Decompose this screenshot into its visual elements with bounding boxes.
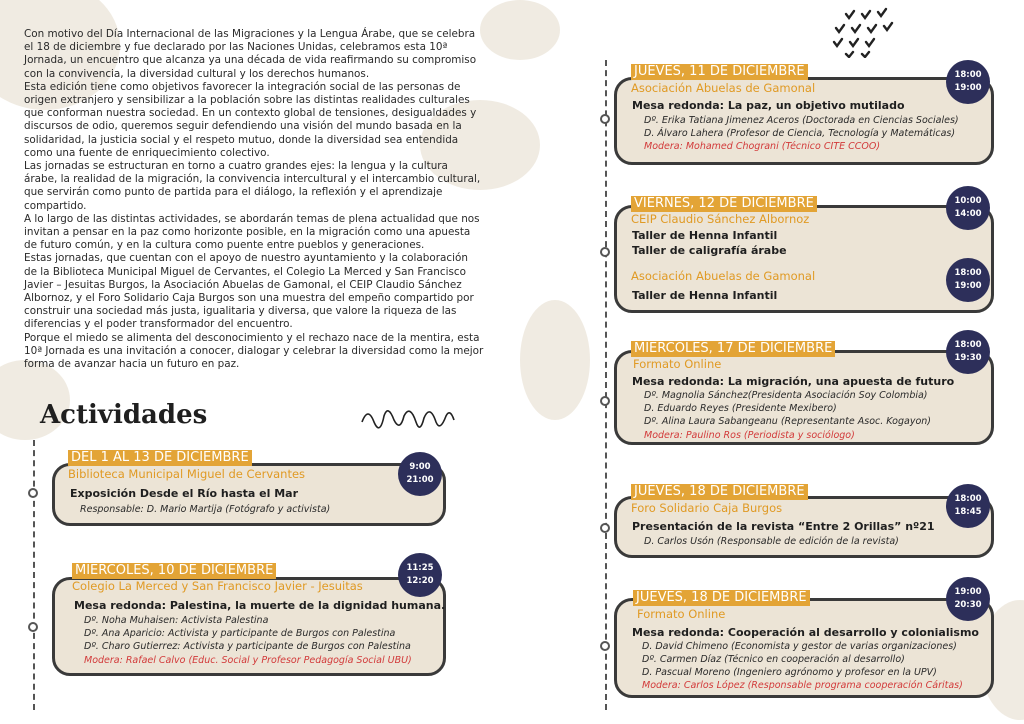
event-person: Dº. Charo Gutierrez: Activista y participante de Burgos con Palestina xyxy=(84,641,411,652)
start-time: 18:00 xyxy=(954,494,982,504)
end-time: 12:20 xyxy=(406,576,434,586)
event-title: Exposición Desde el Río hasta el Mar xyxy=(70,487,299,500)
event-title: Mesa redonda: La paz, un objetivo mutilado xyxy=(632,99,905,112)
time-badge xyxy=(398,553,442,597)
event-title: Taller de Henna Infantil xyxy=(632,289,778,302)
scribble-decoration xyxy=(360,402,456,436)
event-venue: Formato Online xyxy=(633,357,722,371)
event-date: DEL 1 AL 13 DE DICIEMBRE xyxy=(68,450,252,466)
timeline-dot xyxy=(28,622,38,632)
intro-paragraph: Esta edición tiene como objetivos favorecer la integración social de las personas de origen extranjero y sensibilizar a la población sobre las distintas realidades culturales que conforman nuestra sociedad. En un contexto global de tensiones, desigualdades y discursos de odio, queremos seguir defendiendo una visión del mundo basada en la solidaridad, la justicia social y el respeto mutuo, donde la diversidad sea entendida como una fuente de enriquecimiento colectivo. xyxy=(24,80,477,159)
event-title: Mesa redonda: La migración, una apuesta de futuro xyxy=(632,375,955,388)
event-moderator: Modera: Rafael Calvo (Educ. Social y Profesor Pedagogía Social UBU) xyxy=(84,655,412,666)
start-time: 19:00 xyxy=(954,587,982,597)
intro-paragraph: A lo largo de las distintas actividades, se abordarán temas de plena actualidad que nos invitan a pensar en la paz como horizonte posible, en la migración como una apuesta de futuro común, y en la cultura como puente entre pueblos y generaciones. xyxy=(24,212,480,252)
time-badge xyxy=(946,60,990,104)
event-title: Taller de caligrafía árabe xyxy=(632,244,787,257)
time-badge xyxy=(946,484,990,528)
event-person: D. Pascual Moreno (Ingeniero agrónomo y profesor en la UPV) xyxy=(642,667,937,678)
time-badge xyxy=(946,258,990,302)
event-person: Responsable: D. Mario Martija (Fotógrafo y activista) xyxy=(80,504,331,515)
intro-paragraph: Con motivo del Día Internacional de las Migraciones y la Lengua Árabe, que se celebra el 18 de diciembre y fue declarado por las Naciones Unidas, celebramos esta 10ª Jornada, un encuentro que alcanza ya una década de vida reafirmando su compromiso con la convivencia, la diversidad cultural y los derechos humanos. xyxy=(24,28,477,80)
event-date: MIERCOLES, 17 DE DICIEMBRE xyxy=(631,341,835,357)
event-person: Dº. Magnolia Sánchez(Presidenta Asociación Soy Colombia) xyxy=(644,390,928,401)
event-person: Dº. Noha Muhaisen: Activista Palestina xyxy=(84,615,269,626)
timeline-dot xyxy=(600,641,610,651)
event-venue: CEIP Claudio Sánchez Albornoz xyxy=(631,212,810,226)
event-title: Taller de Henna Infantil xyxy=(632,229,778,242)
end-time: 21:00 xyxy=(406,475,434,485)
event-venue: Foro Solidario Caja Burgos xyxy=(631,501,783,515)
event-moderator: Modera: Paulino Ros (Periodista y sociólogo) xyxy=(644,430,855,441)
end-time: 20:30 xyxy=(954,600,982,610)
intro-text xyxy=(24,28,484,371)
intro-paragraph: Estas jornadas, que cuentan con el apoyo de nuestro ayuntamiento y la colaboración de la Biblioteca Municipal Miguel de Cervantes, el Colegio La Merced y San Francisco Javier – Jesuitas Burgos, la Asociación Abuelas de Gamonal, el CEIP Claudio Sánchez Albornoz, y el Foro Solidario Caja Burgos son una muestra del empeño compartido por construir una sociedad más justa, igualitaria y diversa, que valore la riqueza de las diferencias y el poder transformador del encuentro. xyxy=(24,252,474,331)
event-person: D. Álvaro Lahera (Profesor de Ciencia, Tecnología y Matemáticas) xyxy=(644,128,956,139)
intro-paragraph: Las jornadas se estructuran en torno a cuatro grandes ejes: la lengua y la cultura árabe, la realidad de la migración, la convivencia intercultural y el intercambio cultural, que servirán como punto de partida para el diálogo, la reflexión y el aprendizaje compartido. xyxy=(24,160,481,212)
event-venue: Biblioteca Municipal Miguel de Cervantes xyxy=(68,467,306,481)
end-time: 14:00 xyxy=(954,209,982,219)
intro-paragraph: Porque el miedo se alimenta del desconocimiento y el rechazo nace de la mentira, esta 10ª Jornada es una invitación a conocer, dialogar y celebrar la diversidad como la mejor forma de avanzar hacia un futuro en paz. xyxy=(24,331,484,371)
event-venue: Asociación Abuelas de Gamonal xyxy=(631,269,816,283)
end-time: 19:00 xyxy=(954,281,982,291)
event-date: MIERCOLES, 10 DE DICIEMBRE xyxy=(72,563,276,579)
timeline-right xyxy=(605,60,607,710)
event-person: Dº. Carmen Díaz (Técnico en cooperación al desarrollo) xyxy=(642,654,905,665)
time-badge xyxy=(946,577,990,621)
timeline-left xyxy=(33,440,35,710)
time-badge xyxy=(398,452,442,496)
start-time: 18:00 xyxy=(954,340,982,350)
event-date: JUEVES, 11 DE DICIEMBRE xyxy=(631,64,808,80)
event-venue: Asociación Abuelas de Gamonal xyxy=(631,81,816,95)
event-person: Dº. Ana Aparicio: Activista y participante de Burgos con Palestina xyxy=(84,628,396,639)
checkmark-decoration xyxy=(826,6,896,58)
event-title: Mesa redonda: Cooperación al desarrollo y colonialismo xyxy=(632,626,979,639)
start-time: 9:00 xyxy=(409,462,431,472)
event-person: D. David Chimeno (Economista y gestor de varias organizaciones) xyxy=(642,641,957,652)
end-time: 19:00 xyxy=(954,83,982,93)
time-badge xyxy=(946,186,990,230)
event-date: JUEVES, 18 DE DICIEMBRE xyxy=(633,590,810,606)
timeline-dot xyxy=(600,247,610,257)
event-date: VIERNES, 12 DE DICIEMBRE xyxy=(631,196,817,212)
event-person: Dº. Alina Laura Sabangeanu (Representante Asoc. Kogayon) xyxy=(644,416,931,427)
end-time: 18:45 xyxy=(954,507,982,517)
event-venue: Formato Online xyxy=(637,607,726,621)
event-person: Dº. Erika Tatiana Jimenez Aceros (Doctorada en Ciencias Sociales) xyxy=(644,115,959,126)
event-venue: Colegio La Merced y San Francisco Javier - Jesuitas xyxy=(72,579,363,593)
timeline-dot xyxy=(600,523,610,533)
time-badge xyxy=(946,330,990,374)
start-time: 11:25 xyxy=(406,563,434,573)
timeline-dot xyxy=(28,488,38,498)
event-person: D. Eduardo Reyes (Presidente Mexibero) xyxy=(644,403,837,414)
event-date: JUEVES, 18 DE DICIEMBRE xyxy=(631,484,808,500)
event-moderator: Modera: Mohamed Chograni (Técnico CITE CCOO) xyxy=(644,141,881,152)
event-person: D. Carlos Usón (Responsable de edición de la revista) xyxy=(644,536,899,547)
end-time: 19:30 xyxy=(954,353,982,363)
start-time: 10:00 xyxy=(954,196,982,206)
timeline-dot xyxy=(600,396,610,406)
event-moderator: Modera: Carlos López (Responsable programa cooperación Cáritas) xyxy=(642,680,963,691)
activities-heading: Actividades xyxy=(40,400,208,430)
timeline-dot xyxy=(600,114,610,124)
start-time: 18:00 xyxy=(954,268,982,278)
event-title: Presentación de la revista “Entre 2 Orillas” nº21 xyxy=(632,520,935,533)
event-title: Mesa redonda: Palestina, la muerte de la dignidad humana. xyxy=(74,599,446,612)
start-time: 18:00 xyxy=(954,70,982,80)
